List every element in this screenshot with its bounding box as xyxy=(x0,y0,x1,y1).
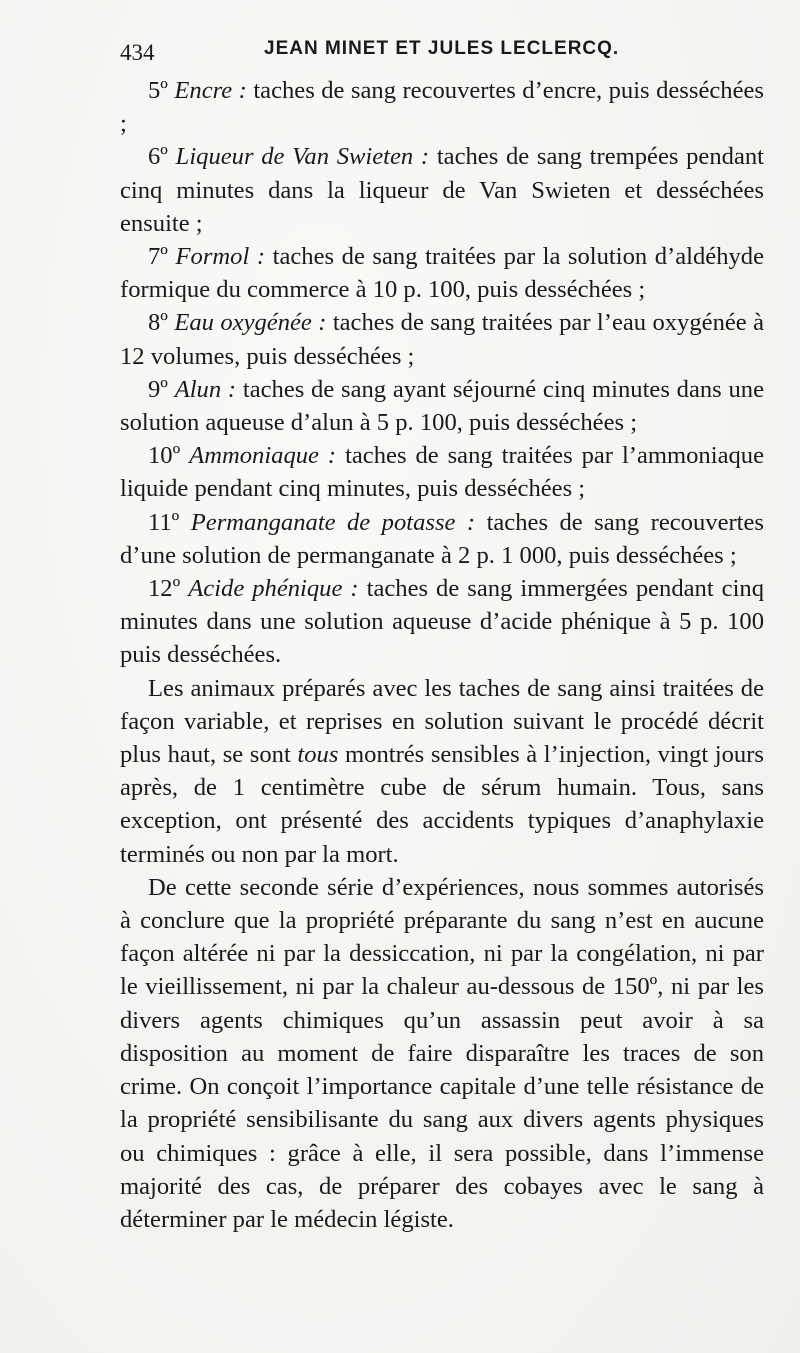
list-item xyxy=(120,506,764,572)
list-item xyxy=(120,373,764,439)
item-title: Permanganate de potasse : xyxy=(190,508,476,536)
paragraph-conclusion: De cette seconde série d’expériences, nous sommes autorisés à conclure que la propriété préparante du sang n’est en aucune façon altérée ni par la dessiccation, ni par la congélation, ni par le vieillissement, ni par la chaleur au-dessous de 150º, ni par les divers agents chimiques qu’un assassin peut avoir à sa disposition au moment de faire disparaître les traces de son crime. On conçoit l’importance capitale d’une telle résistance de la propriété sensibilisante du sang aux divers agents physiques ou chimiques : grâce à elle, il sera possible, dans l’immense majorité des cas, de préparer des cobayes avec le sang à déterminer par le médecin légiste. xyxy=(120,873,764,1233)
list-item xyxy=(120,306,764,372)
item-number: 12º xyxy=(148,575,181,603)
page-number: 434 xyxy=(120,40,155,65)
item-text: taches de sang recouvertes d’une solution de permanganate à 2 p. 1 000, puis desséchées ; xyxy=(120,508,764,569)
item-number: 6º xyxy=(148,143,168,171)
item-text: taches de sang traitées par la solution d’aldéhyde formique du commerce à 10 p. 100, puis desséchées ; xyxy=(120,243,765,304)
item-title: Formol : xyxy=(175,243,266,271)
body-text xyxy=(120,74,764,1236)
list-item xyxy=(120,240,764,306)
item-title: Encre : xyxy=(174,77,247,104)
item-number: 8º xyxy=(148,309,168,337)
item-text: taches de sang traitées par l’ammoniaque liquide pendant cinq minutes, puis desséchées ; xyxy=(120,442,764,503)
item-text: taches de sang traitées par l’eau oxygénée à 12 volumes, puis desséchées ; xyxy=(120,309,765,370)
paragraph-text: montrés sensibles à l’injection, vingt jours après, de 1 centimètre cube de sérum humain. Tous, sans exception, ont présenté des accidents typiques d’anaphylaxie terminés ou non par la mort. xyxy=(120,741,764,868)
item-text: taches de sang ayant séjourné cinq minutes dans une solution aqueuse d’alun à 5 p. 100, puis desséchées ; xyxy=(120,375,764,437)
item-text: taches de sang trempées pendant cinq minutes dans la liqueur de Van Swieten et desséchées ensuite ; xyxy=(120,143,764,237)
paragraph-text: Les animaux préparés avec les taches de sang ainsi traitées de façon variable, et reprises en solution suivant le procédé décrit plus haut, se sont xyxy=(120,674,764,769)
list-item xyxy=(120,572,764,672)
item-text: taches de sang immergées pendant cinq minutes dans une solution aqueuse d’acide phénique à 5 p. 100 puis desséchées. xyxy=(120,575,765,669)
page-header xyxy=(120,34,764,74)
running-head: JEAN MINET ET JULES LECLERCQ. xyxy=(264,38,620,59)
item-title: Liqueur de Van Swieten : xyxy=(175,143,430,171)
item-number: 10º xyxy=(148,442,181,470)
paragraph-results xyxy=(120,672,764,871)
list-item xyxy=(120,140,764,240)
item-number: 11º xyxy=(148,508,180,536)
list-item xyxy=(120,74,764,140)
item-title: Alun : xyxy=(174,375,237,403)
item-title: Acide phénique : xyxy=(188,575,359,603)
item-number: 9º xyxy=(148,375,168,403)
emphasis-text: tous xyxy=(297,741,339,769)
item-number: 7º xyxy=(148,243,168,271)
item-title: Eau oxygénée : xyxy=(174,309,327,337)
list-item xyxy=(120,439,764,505)
item-number: 5º xyxy=(148,77,168,104)
item-text: taches de sang recouvertes d’encre, puis desséchées ; xyxy=(120,77,764,138)
item-title: Ammoniaque : xyxy=(189,442,337,470)
